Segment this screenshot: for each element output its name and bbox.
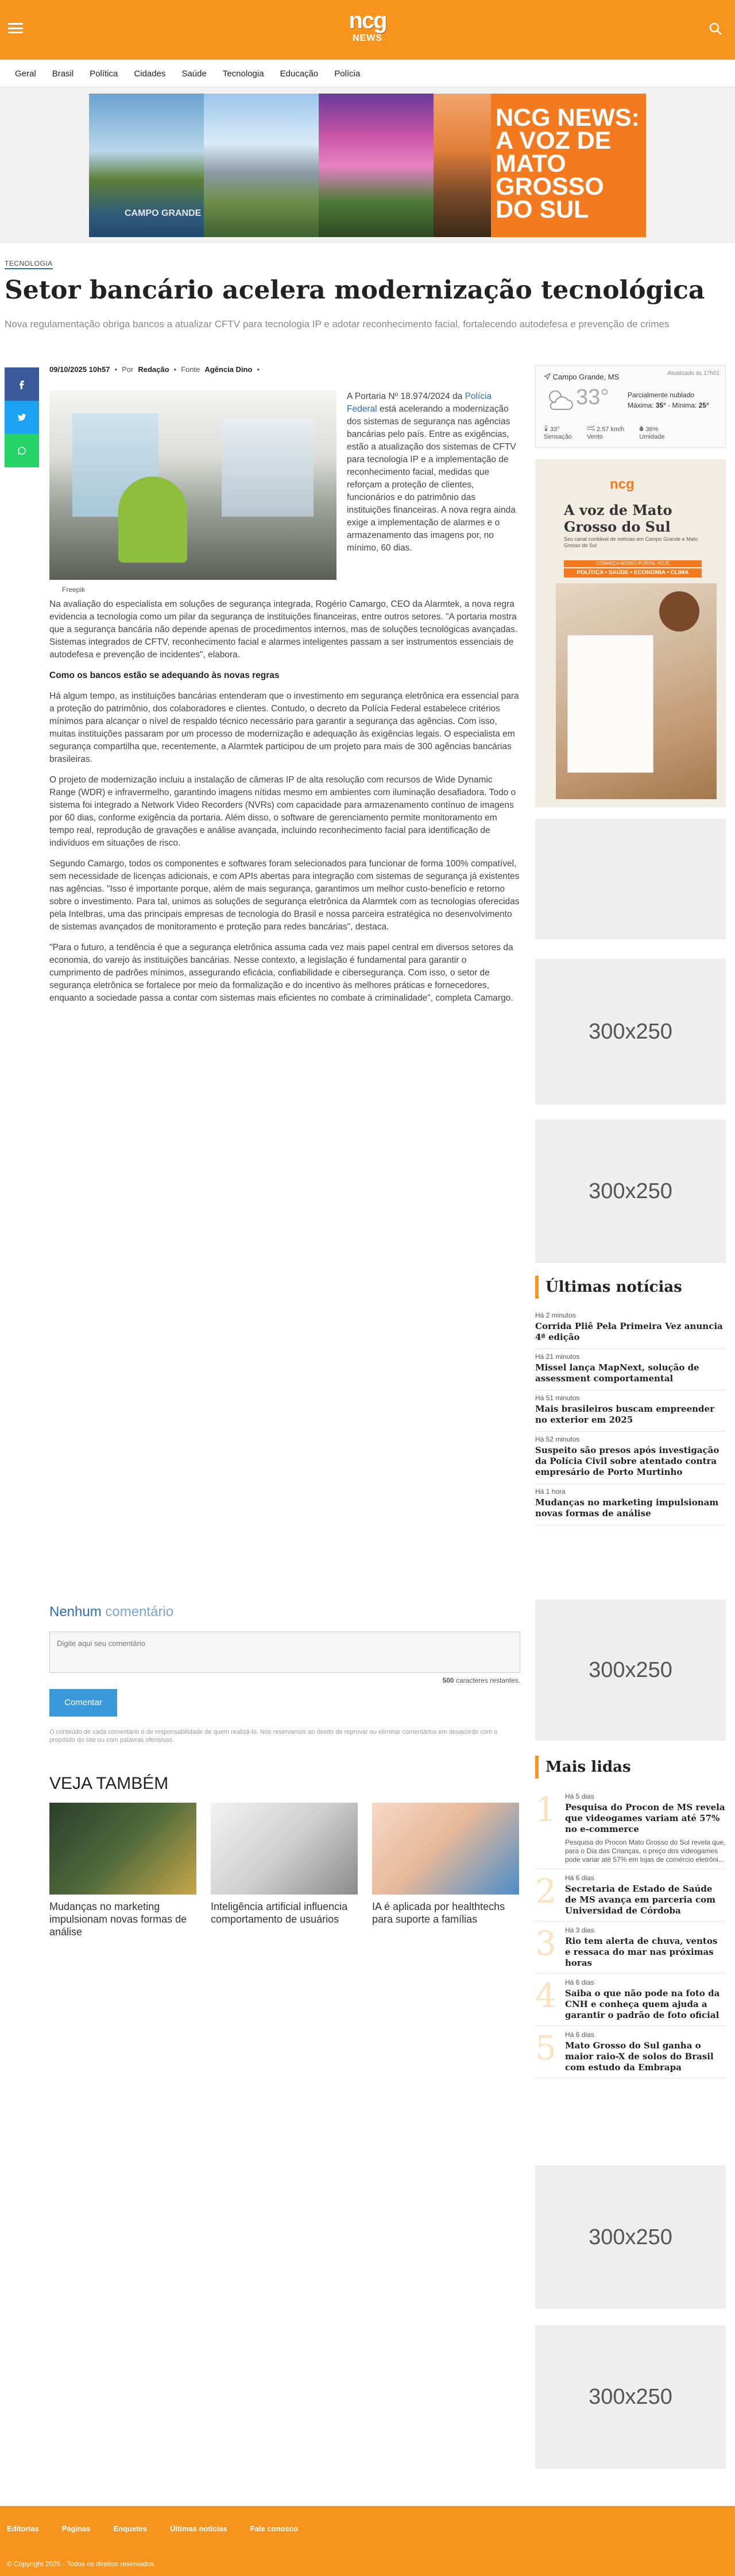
- ad-title: A voz de Mato Grosso do Sul: [564, 502, 672, 535]
- paragraph-4: Segundo Camargo, todos os componentes e softwares foram selecionados para funcionar de forma 100% compatível, sem necessidade de licenças adicionais, e com APIs abertas para integração com sistemas de segurança já existentes nas agências. "Isso é importante porque, além de mais segurança, garantimos um melhor custo-benefício e retorno sobre o investimento. Para tal, unimos as soluções de segurança eletrônica da Alarmtek com as tecnologias oferecidas pela Intelbras, uma das principais empresas de tecnologia do Brasil e nossa parceira estratégica no desenvolvimento de sistemas avançados de monitoramento e proteção para redes bancárias", destaca.: [49, 859, 520, 932]
- item-time: Há 6 dias: [565, 1978, 594, 1986]
- nav-item-geral[interactable]: Geral: [15, 68, 36, 79]
- related-card[interactable]: [372, 1803, 519, 1938]
- char-count: 500: [442, 1676, 454, 1684]
- item-time: Há 1 hora: [535, 1488, 566, 1496]
- banner-photo-monument: [434, 94, 491, 237]
- meta-dot: •: [173, 365, 177, 374]
- most-read-title: Mais lidas: [535, 1756, 726, 1779]
- item-title[interactable]: Corrida Pliê Pela Primeira Vez anuncia 4ª edição: [535, 1321, 723, 1342]
- card-title[interactable]: Mudanças no marketing impulsionam novas formas de análise: [49, 1901, 187, 1938]
- item-time: Há 6 dias: [565, 1874, 594, 1882]
- item-title[interactable]: Mato Grosso do Sul ganha o maior raio-X de solos do Brasil com estudo da Embrapa: [565, 2040, 714, 2073]
- item-title[interactable]: Mais brasileiros buscam empreender no exterior em 2025: [535, 1404, 714, 1425]
- ad-slot-300x250[interactable]: 300x250: [535, 959, 726, 1105]
- article-subtitle: Nova regulamentação obriga bancos a atualizar CFTV para tecnologia IP e adotar reconhecimento facial, fortalecendo autodefesa e prevenção de crimes: [5, 319, 670, 330]
- max-label: Máxima:: [628, 401, 654, 409]
- nav-item-cidades[interactable]: Cidades: [134, 68, 166, 79]
- weather-wind-value: 2.57 km/h: [597, 426, 625, 433]
- top-banner[interactable]: [89, 94, 646, 237]
- banner-caption: CAMPO GRANDE: [125, 208, 202, 218]
- share-whatsapp-button[interactable]: [5, 434, 39, 467]
- ad-slot-300x250[interactable]: 300x250: [535, 1599, 726, 1741]
- card-title[interactable]: IA é aplicada por healthtechs para suporte a famílias: [372, 1901, 505, 1925]
- weather-wind: [587, 425, 624, 441]
- ad-slot-300x250[interactable]: 300x250: [535, 2325, 726, 2469]
- comments-section: [49, 1604, 520, 1744]
- list-item[interactable]: [535, 1432, 726, 1484]
- footer-link-paginas[interactable]: Páginas: [61, 2524, 91, 2533]
- ad-desc: Seu canal confiável de notícias em Campo Grande e Mato Grosso do Sul: [564, 536, 698, 548]
- most-read: [535, 1756, 726, 2078]
- latest-news-title: Últimas notícias: [535, 1276, 726, 1299]
- policia-federal-link[interactable]: Polícia Federal: [347, 392, 492, 414]
- ad-photo-notebook: [567, 635, 653, 773]
- related-card[interactable]: [211, 1803, 358, 1938]
- weather-updated: Atualizado às 17h01: [667, 370, 719, 377]
- share-bar: [5, 367, 39, 467]
- item-title[interactable]: Mudanças no marketing impulsionam novas formas de análise: [535, 1497, 719, 1519]
- footer: [0, 2506, 735, 2576]
- list-item[interactable]: [535, 1922, 726, 1974]
- banner-photo-ipe: [319, 94, 434, 237]
- article-title: Setor bancário acelera modernização tecnológica: [5, 276, 705, 305]
- ad-bar-categories: POLÍTICA • SAÚDE • ECONOMIA • CLIMA: [564, 568, 702, 578]
- weather-widget: [535, 365, 726, 448]
- article-date: 09/10/2025 10h57: [49, 365, 110, 374]
- paragraph-5: "Para o futuro, a tendência é que a segurança eletrônica assuma cada vez mais papel central em diversos setores da economia, do varejo às instituições bancárias. Nesse contexto, a legislação é fundamental para garantir o cumprimento de padrões mínimos, assegurando eficácia, confiabilidade e cibersegurança. Com isso, o setor de segurança eletrônica se fortalece por meio da formalização e do incentivo às melhores práticas e fornecedores, enquanto a sociedade passa a contar com sistemas mais eficientes no combate à criminalidade", completa Camargo.: [49, 943, 513, 1003]
- weather-city-label: Campo Grande, MS: [552, 373, 620, 381]
- share-twitter-button[interactable]: [5, 401, 39, 434]
- list-item[interactable]: [535, 1788, 726, 1869]
- list-item[interactable]: [535, 1869, 726, 1922]
- item-time: Há 51 minutos: [535, 1394, 580, 1402]
- article-lead: [347, 390, 519, 555]
- weather-condition: Parcialmente nublado: [628, 391, 695, 399]
- meta-dot: •: [114, 365, 118, 374]
- related-cards: [49, 1803, 520, 1938]
- nav-item-politica[interactable]: Política: [90, 68, 118, 79]
- sidebar-ad-ncg[interactable]: [535, 459, 726, 807]
- share-facebook-button[interactable]: [5, 367, 39, 401]
- latest-news: [535, 1276, 726, 1525]
- section-heading: Como os bancos estão se adequando às novas regras: [49, 671, 280, 680]
- thermometer-icon: [544, 425, 548, 431]
- article-author: Redação: [138, 365, 169, 374]
- item-title[interactable]: Secretaria de Estado de Saúde de MS avança em parceria com Universidad de Córdoba: [565, 1884, 716, 1916]
- lead-text: está acelerando a modernização dos sistemas de segurança nas agências bancárias pelo país. Entre as exigências, estão a atualização dos sistemas de CFTV para tecnologia IP e a implementação de reconhecimento facial, medidas que reforçam a proteção de clientes, funcionários e do patrimônio das instituições financeiras. A nova regra ainda exige a implementação de alarmes e o armazenamento das imagens por, no mínimo, 60 dias.: [347, 404, 516, 553]
- item-time: Há 5 dias: [565, 1792, 594, 1800]
- card-image: [211, 1803, 358, 1895]
- weather-humidity-label: Umidade: [639, 433, 665, 440]
- item-title[interactable]: Saiba o que não pode na foto da CNH e conheça quem ajuda a garantir o padrão de foto oficial: [565, 1988, 720, 2020]
- char-count-label: caracteres restantes.: [455, 1676, 520, 1684]
- facebook-icon: [17, 379, 27, 389]
- footer-link-contato[interactable]: Fale conosco: [250, 2524, 298, 2533]
- rank-number: 1: [535, 1790, 556, 1829]
- article-category[interactable]: TECNOLOGIA: [5, 259, 53, 269]
- search-icon[interactable]: [709, 22, 722, 36]
- min-value: 25°: [698, 401, 709, 409]
- nav-item-brasil[interactable]: Brasil: [52, 68, 74, 79]
- footer-link-ultimas[interactable]: Últimas notícias: [170, 2524, 227, 2533]
- banner-photo-city: [89, 94, 204, 237]
- list-item[interactable]: [535, 2026, 726, 2078]
- ad-photo-cup: [659, 591, 699, 632]
- card-title[interactable]: Inteligência artificial influencia comportamento de usuários: [211, 1901, 348, 1925]
- weather-wind-label: Vento: [586, 433, 604, 440]
- weather-feels-value: 33°: [550, 426, 560, 433]
- ad-photo: [556, 583, 717, 799]
- paragraph-3: O projeto de modernização incluiu a instalação de câmeras IP de alta resolução com recursos de Wide Dynamic Range (WDR) e infravermelho, garantindo imagens nítidas mesmo em ambientes com iluminação desafiadora. Todo o sistema foi integrado a Network Video Recorders (NVRs) com capacidade para armazenamento contínuo de imagens por 60 dias, conforme exigência da portaria. Além disso, o software de gerenciamento permite monitoramento em tempo real, reprodução de gravações e análise avançada, incluindo reconhecimento facial para identificação de indivíduos em situações de risco.: [49, 775, 516, 848]
- comment-input[interactable]: [49, 1632, 520, 1673]
- card-image: [372, 1803, 519, 1895]
- weather-feels: [544, 425, 572, 441]
- char-counter: [49, 1676, 520, 1684]
- article-image[interactable]: [49, 390, 336, 580]
- ad-bar-top: CONHEÇA NOSSO PORTAL HOJE: [564, 560, 702, 567]
- related-card[interactable]: [49, 1803, 196, 1938]
- list-item[interactable]: [535, 1308, 726, 1349]
- footer-link-enquetes[interactable]: Enquetes: [113, 2524, 147, 2533]
- comments-title-a: Nenhum: [49, 1604, 102, 1620]
- min-label: Mínima:: [672, 401, 697, 409]
- nav-item-educacao[interactable]: Educação: [280, 68, 319, 79]
- weather-feels-label: Sensação: [544, 433, 572, 440]
- list-item[interactable]: [535, 1349, 726, 1390]
- rank-number: 2: [535, 1872, 556, 1911]
- item-time: Há 2 minutos: [535, 1311, 576, 1319]
- lead-text: A Portaria Nº 18.974/2024 da: [347, 392, 465, 401]
- related-title: VEJA TAMBÉM: [49, 1774, 169, 1793]
- nav-item-policia[interactable]: Polícia: [334, 68, 361, 79]
- rank-number: 5: [535, 2028, 556, 2067]
- ad-slot-blank[interactable]: [535, 819, 726, 939]
- header: [0, 0, 735, 60]
- site-logo[interactable]: [340, 8, 395, 48]
- item-time: Há 3 dias: [565, 1926, 594, 1934]
- list-item[interactable]: [535, 1484, 726, 1525]
- meta-dot: •: [257, 365, 260, 374]
- droplet-icon: [639, 425, 644, 431]
- item-title[interactable]: Pesquisa do Procon de MS revela que videogames variam até 57% no e-commerce: [565, 1802, 725, 1834]
- image-window: [222, 419, 314, 517]
- logo-main: ncg: [349, 8, 386, 33]
- cloud-sun-icon: [544, 386, 574, 412]
- nav-item-saude[interactable]: Saúde: [181, 68, 207, 79]
- item-excerpt: Pesquisa do Procon Mato Grosso do Sul revela que, para o Dia das Crianças, o preço dos videogames pode variar até 57% em lojas de comércio eletrôni...: [565, 1838, 726, 1864]
- weather-humidity-value: 36%: [645, 426, 659, 433]
- max-value: 35°: [655, 401, 666, 409]
- banner-photo-buildings: [204, 94, 319, 237]
- rank-number: 4: [535, 1976, 556, 2015]
- twitter-icon: [17, 412, 27, 423]
- rank-number: 3: [535, 1924, 556, 1963]
- ad-slot-300x250[interactable]: 300x250: [535, 1120, 726, 1263]
- article-meta: [49, 365, 260, 374]
- paragraph-1: Na avaliação do especialista em soluções de segurança integrada, Rogério Camargo, CEO da Alarmtek, a nova regra evidencia a tecnologia como um pilar da segurança de instituições financeiras, entre outros setores. "A portaria mostra que a segurança bancária não depende apenas de procedimentos internos, mas de soluções tecnológicas avançadas. Sistemas integrados de CFTV, reconhecimento facial e alarmes inteligentes passam a ser instrumentos essenciais de autodefesa e prevenção de incidentes", elabora.: [49, 599, 518, 660]
- minmax-sep: -: [668, 401, 671, 409]
- comments-title: [49, 1604, 520, 1620]
- item-title[interactable]: Suspeito são presos após investigação da Polícia Civil sobre atentado contra empresário de Porto Murtinho: [535, 1445, 719, 1477]
- footer-link-editorias[interactable]: Editorias: [7, 2524, 39, 2533]
- nav-item-tecnologia[interactable]: Tecnologia: [222, 68, 264, 79]
- main-nav: [0, 60, 735, 87]
- item-time: Há 21 minutos: [535, 1353, 580, 1361]
- logo-sub: NEWS: [353, 33, 382, 43]
- submit-comment-button[interactable]: Comentar: [49, 1689, 117, 1717]
- weather-minmax: [628, 401, 709, 409]
- copyright: © Copyright 2025 - Todos os direitos reservados: [7, 2560, 154, 2568]
- weather-city: [544, 373, 619, 381]
- related-section: [49, 1774, 520, 1938]
- card-image: [49, 1803, 196, 1895]
- ad-slot-300x250[interactable]: 300x250: [535, 2166, 726, 2309]
- source-label: Fonte: [181, 365, 200, 374]
- top-banner-area: [0, 87, 735, 243]
- article-body: [49, 598, 520, 1013]
- weather-temp: 33°: [576, 385, 609, 409]
- location-icon: [544, 373, 551, 380]
- article-source: Agência Dino: [204, 365, 253, 374]
- comments-title-b: comentário: [105, 1604, 174, 1620]
- paragraph-2: Há algum tempo, as instituições bancárias entenderam que o investimento em segurança eletrônica era essencial para a proteção do patrimônio, dos colaboradores e clientes. Contudo, o decreto da Polícia Federal estabelece critérios mínimos para alcançar o nível de respaldo técnico necessário para garantir a segurança das agências. Com isso, muitas instituições passaram por um processo de modernização e adequação às exigências legais. O especialista em segurança compartilha que, recentemente, a Alarmtek participou de um projeto para mais de 300 agências bancárias brasileiras.: [49, 691, 519, 764]
- image-green-pod: [118, 477, 187, 563]
- item-time: Há 52 minutos: [535, 1435, 580, 1443]
- list-item[interactable]: [535, 1974, 726, 2026]
- weather-details: [544, 425, 664, 441]
- item-title[interactable]: Rio tem alerta de chuva, ventos e ressaca do mar nas próximas horas: [565, 1936, 718, 1968]
- weather-humidity: [639, 425, 664, 441]
- photo-credit: Freepik: [62, 586, 86, 594]
- banner-headline: NCG NEWS: A VOZ DE MATO GROSSO DO SUL: [491, 94, 646, 237]
- whatsapp-icon: [17, 446, 27, 456]
- comments-disclaimer: O conteúdo de cada comentário é de responsabilidade de quem realizá-lo. Nos reservamos ao direito de reprovar ou eliminar comentários em desacordo com o propósito do site ou com palavras ofensivas.: [49, 1729, 498, 1744]
- item-time: Há 6 dias: [565, 2031, 594, 2039]
- by-label: Por: [122, 365, 134, 374]
- list-item[interactable]: [535, 1390, 726, 1432]
- ad-logo: ncg: [610, 477, 635, 492]
- item-title[interactable]: Missel lança MapNext, solução de assessment comportamental: [535, 1362, 699, 1384]
- menu-icon[interactable]: [8, 23, 23, 33]
- wind-icon: [587, 425, 595, 431]
